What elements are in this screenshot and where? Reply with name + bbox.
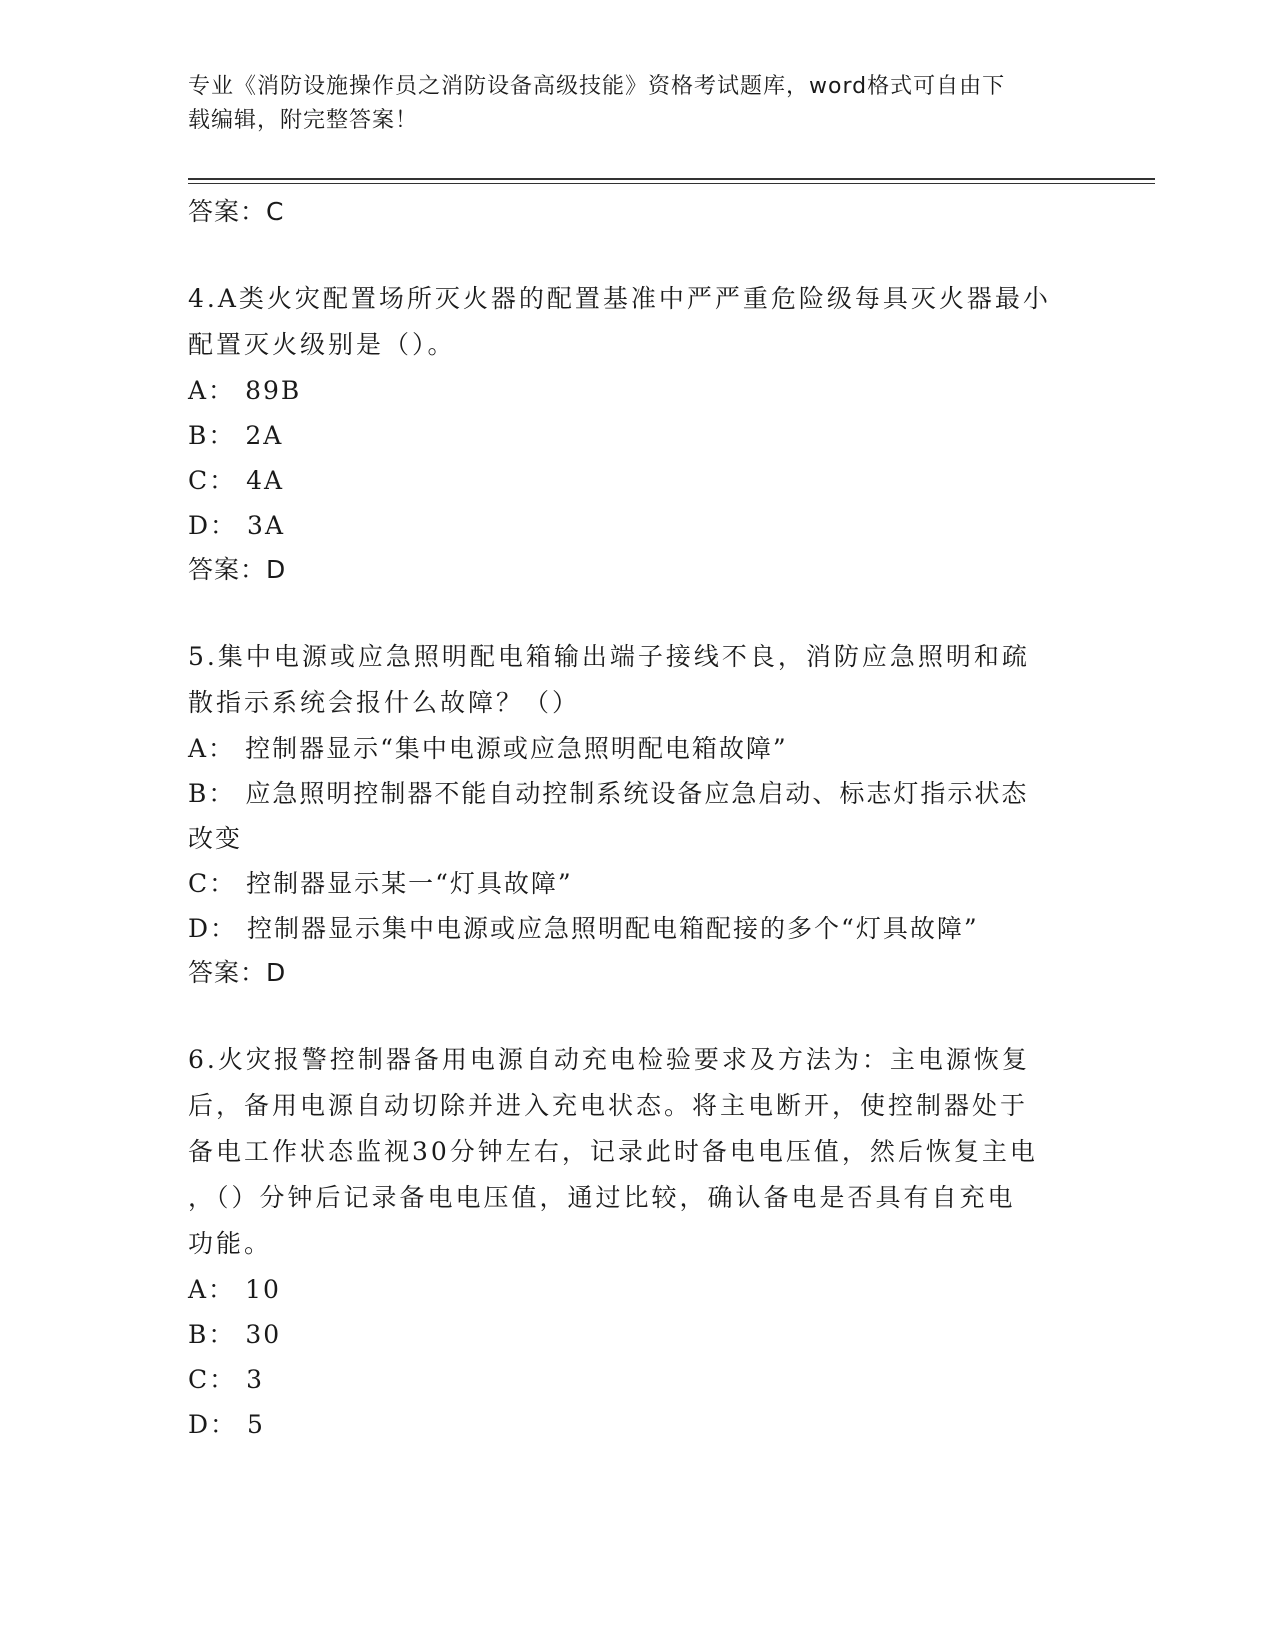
answer-5: 答案：D — [188, 958, 287, 987]
question-text-line: 后，备用电源自动切除并进入充电状态。将主电断开，使控制器处于 — [188, 1091, 1029, 1120]
option-c: C： 3 — [188, 1365, 265, 1394]
header-line-1: 专业《消防设施操作员之消防设备高级技能》资格考试题库，word格式可自由下 — [188, 74, 1006, 99]
header-divider-thick — [188, 178, 1155, 180]
option-c: C： 4A — [188, 466, 285, 495]
option-d: D： 5 — [188, 1410, 265, 1439]
question-text-line: 4.A类火灾配置场所灭火器的配置基准中严严重危险级每具灭火器最小 — [188, 284, 1051, 313]
question-6 — [188, 1037, 1088, 1447]
option-d: D： 控制器显示集中电源或应急照明配电箱配接的多个“灯具故障” — [188, 914, 979, 943]
option-a: A： 控制器显示“集中电源或应急照明配电箱故障” — [188, 734, 788, 763]
option-a: A： 89B — [188, 376, 302, 405]
question-5 — [188, 634, 1088, 995]
question-text-line: 5.集中电源或应急照明配电箱输出端子接线不良，消防应急照明和疏 — [188, 642, 1030, 671]
option-c: C： 控制器显示某一“灯具故障” — [188, 869, 573, 898]
option-b-continuation: 改变 — [188, 824, 243, 853]
question-text-line: 散指示系统会报什么故障？（） — [188, 688, 581, 717]
page-header — [188, 70, 1088, 138]
option-a: A： 10 — [188, 1275, 281, 1304]
option-b: B： 30 — [188, 1320, 282, 1349]
option-b: B： 2A — [188, 421, 284, 450]
question-text-line: 6.火灾报警控制器备用电源自动充电检验要求及方法为：主电源恢复 — [188, 1045, 1030, 1074]
option-d: D： 3A — [188, 511, 286, 540]
document-body — [188, 190, 1088, 1447]
previous-answer: 答案：C — [188, 197, 285, 226]
header-line-2: 载编辑，附完整答案！ — [188, 108, 419, 133]
question-text-line: 功能。 — [188, 1229, 273, 1258]
question-4 — [188, 276, 1088, 592]
header-divider-thin — [188, 183, 1155, 184]
question-text-line: 配置灭火级别是（）。 — [188, 330, 456, 359]
option-b: B： 应急照明控制器不能自动控制系统设备应急启动、标志灯指示状态 — [188, 779, 1029, 808]
question-text-line: ，（）分钟后记录备电电压值，通过比较，确认备电是否具有自充电 — [188, 1183, 1016, 1212]
answer-4: 答案：D — [188, 555, 287, 584]
question-text-line: 备电工作状态监视30分钟左右，记录此时备电电压值，然后恢复主电 — [188, 1137, 1038, 1166]
